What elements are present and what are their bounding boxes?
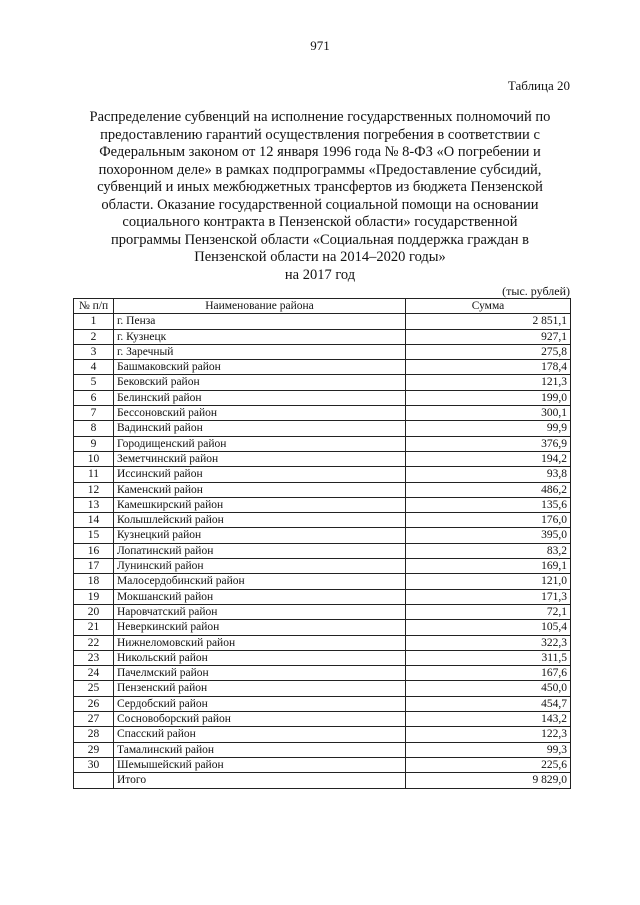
cell-num: 7	[74, 406, 114, 421]
table-row	[74, 528, 571, 543]
cell-name: Никольский район	[114, 650, 406, 665]
cell-name: Наровчатский район	[114, 604, 406, 619]
cell-num	[74, 773, 114, 788]
cell-sum: 311,5	[406, 650, 571, 665]
table-row	[74, 497, 571, 512]
cell-sum: 486,2	[406, 482, 571, 497]
cell-sum: 105,4	[406, 620, 571, 635]
cell-num: 29	[74, 742, 114, 757]
cell-name: Сосновоборский район	[114, 712, 406, 727]
cell-name: Сердобский район	[114, 696, 406, 711]
table-row	[74, 574, 571, 589]
cell-sum: 322,3	[406, 635, 571, 650]
cell-num: 4	[74, 360, 114, 375]
table-row	[74, 696, 571, 711]
title-line: субвенций и иных межбюджетных трансфертов из бюджета Пензенской	[97, 179, 543, 195]
cell-sum: 143,2	[406, 712, 571, 727]
cell-num: 6	[74, 390, 114, 405]
document-title	[70, 109, 570, 284]
cell-sum: 927,1	[406, 329, 571, 344]
cell-num: 28	[74, 727, 114, 742]
cell-name: г. Заречный	[114, 344, 406, 359]
cell-sum: 300,1	[406, 406, 571, 421]
cell-sum: 121,3	[406, 375, 571, 390]
title-line: Федеральным законом от 12 января 1996 года № 8-ФЗ «О погребении и	[99, 144, 541, 160]
cell-name: Малосердобинский район	[114, 574, 406, 589]
header-num: № п/п	[74, 299, 114, 314]
cell-name: Городищенский район	[114, 436, 406, 451]
cell-num: 3	[74, 344, 114, 359]
cell-num: 10	[74, 451, 114, 466]
table-row	[74, 314, 571, 329]
cell-name: Шемышейский район	[114, 757, 406, 772]
cell-name: Кузнецкий район	[114, 528, 406, 543]
title-line: социального контракта в Пензенской области» государственной	[122, 214, 518, 230]
header-name: Наименование района	[114, 299, 406, 314]
cell-name: Иссинский район	[114, 467, 406, 482]
cell-sum: 194,2	[406, 451, 571, 466]
cell-sum: 167,6	[406, 666, 571, 681]
page-number: 971	[310, 38, 330, 53]
cell-sum: 135,6	[406, 497, 571, 512]
cell-name: Колышлейский район	[114, 513, 406, 528]
table-row	[74, 681, 571, 696]
title-line: Пензенской области на 2014–2020 годы»	[194, 249, 446, 265]
cell-num: 30	[74, 757, 114, 772]
cell-num: 26	[74, 696, 114, 711]
title-line: предоставлению гарантий осуществления погребения в соответствии с	[100, 126, 540, 143]
cell-num: 14	[74, 513, 114, 528]
table-row	[74, 360, 571, 375]
cell-sum: 99,9	[406, 421, 571, 436]
cell-sum: 93,8	[406, 467, 571, 482]
title-line: похоронном деле» в рамках подпрограммы «Предоставление субсидий,	[98, 161, 542, 178]
table-header-row	[74, 299, 571, 314]
cell-name: Итого	[114, 773, 406, 788]
cell-sum: 99,3	[406, 742, 571, 757]
cell-num: 19	[74, 589, 114, 604]
cell-num: 15	[74, 528, 114, 543]
cell-name: Бессоновский район	[114, 406, 406, 421]
table-row	[74, 344, 571, 359]
cell-name: Неверкинский район	[114, 620, 406, 635]
table-row	[74, 712, 571, 727]
title-line: программы Пензенской области «Социальная поддержка граждан в	[111, 231, 529, 248]
table-row	[74, 390, 571, 405]
cell-sum: 376,9	[406, 436, 571, 451]
cell-num: 8	[74, 421, 114, 436]
table-row	[74, 421, 571, 436]
table-label: Таблица 20	[507, 78, 570, 93]
table-row	[74, 436, 571, 451]
table-row	[74, 666, 571, 681]
table-row	[74, 559, 571, 574]
cell-name: Вадинский район	[114, 421, 406, 436]
table-row	[74, 727, 571, 742]
table-row	[74, 742, 571, 757]
cell-num: 9	[74, 436, 114, 451]
cell-sum: 122,3	[406, 727, 571, 742]
cell-num: 21	[74, 620, 114, 635]
cell-num: 2	[74, 329, 114, 344]
cell-num: 20	[74, 604, 114, 619]
units-label: (тыс. рублей)	[502, 284, 570, 298]
cell-sum: 275,8	[406, 344, 571, 359]
cell-sum: 199,0	[406, 390, 571, 405]
cell-num: 25	[74, 681, 114, 696]
title-line: области. Оказание государственной социальной помощи на основании	[101, 196, 539, 213]
cell-name: Пензенский район	[114, 681, 406, 696]
table-row	[74, 451, 571, 466]
cell-num: 11	[74, 467, 114, 482]
cell-num: 13	[74, 497, 114, 512]
cell-sum: 169,1	[406, 559, 571, 574]
cell-name: г. Пенза	[114, 314, 406, 329]
cell-sum: 178,4	[406, 360, 571, 375]
cell-name: Спасский район	[114, 727, 406, 742]
cell-sum: 171,3	[406, 589, 571, 604]
table-row	[74, 375, 571, 390]
title-line: Распределение субвенций на исполнение государственных полномочий по	[89, 109, 551, 125]
table-row	[74, 620, 571, 635]
title-line: на 2017 год	[284, 266, 356, 283]
table-row	[74, 513, 571, 528]
cell-name: Каменский район	[114, 482, 406, 497]
cell-name: Нижнеломовский район	[114, 635, 406, 650]
cell-name: Бековский район	[114, 375, 406, 390]
table-row	[74, 482, 571, 497]
table-row	[74, 467, 571, 482]
table-row	[74, 406, 571, 421]
cell-sum: 121,0	[406, 574, 571, 589]
cell-name: Камешкирский район	[114, 497, 406, 512]
table-row	[74, 635, 571, 650]
cell-sum: 2 851,1	[406, 314, 571, 329]
table-row	[74, 589, 571, 604]
cell-num: 18	[74, 574, 114, 589]
total-row	[74, 773, 571, 788]
table-row	[74, 650, 571, 665]
cell-sum: 9 829,0	[406, 773, 571, 788]
cell-name: Мокшанский район	[114, 589, 406, 604]
cell-name: Лопатинский район	[114, 543, 406, 558]
cell-num: 27	[74, 712, 114, 727]
cell-name: Тамалинский район	[114, 742, 406, 757]
cell-sum: 225,6	[406, 757, 571, 772]
cell-sum: 450,0	[406, 681, 571, 696]
cell-num: 24	[74, 666, 114, 681]
table-row	[74, 329, 571, 344]
cell-name: Земетчинский район	[114, 451, 406, 466]
cell-num: 22	[74, 635, 114, 650]
cell-sum: 72,1	[406, 604, 571, 619]
table-row	[74, 543, 571, 558]
cell-num: 5	[74, 375, 114, 390]
cell-name: Пачелмский район	[114, 666, 406, 681]
subvention-table	[73, 298, 571, 789]
cell-sum: 176,0	[406, 513, 571, 528]
cell-sum: 395,0	[406, 528, 571, 543]
table-row	[74, 757, 571, 772]
cell-sum: 454,7	[406, 696, 571, 711]
cell-num: 16	[74, 543, 114, 558]
header-sum: Сумма	[406, 299, 571, 314]
cell-name: г. Кузнецк	[114, 329, 406, 344]
cell-name: Башмаковский район	[114, 360, 406, 375]
cell-name: Белинский район	[114, 390, 406, 405]
cell-num: 12	[74, 482, 114, 497]
cell-sum: 83,2	[406, 543, 571, 558]
table-row	[74, 604, 571, 619]
cell-num: 23	[74, 650, 114, 665]
cell-num: 17	[74, 559, 114, 574]
cell-name: Лунинский район	[114, 559, 406, 574]
cell-num: 1	[74, 314, 114, 329]
